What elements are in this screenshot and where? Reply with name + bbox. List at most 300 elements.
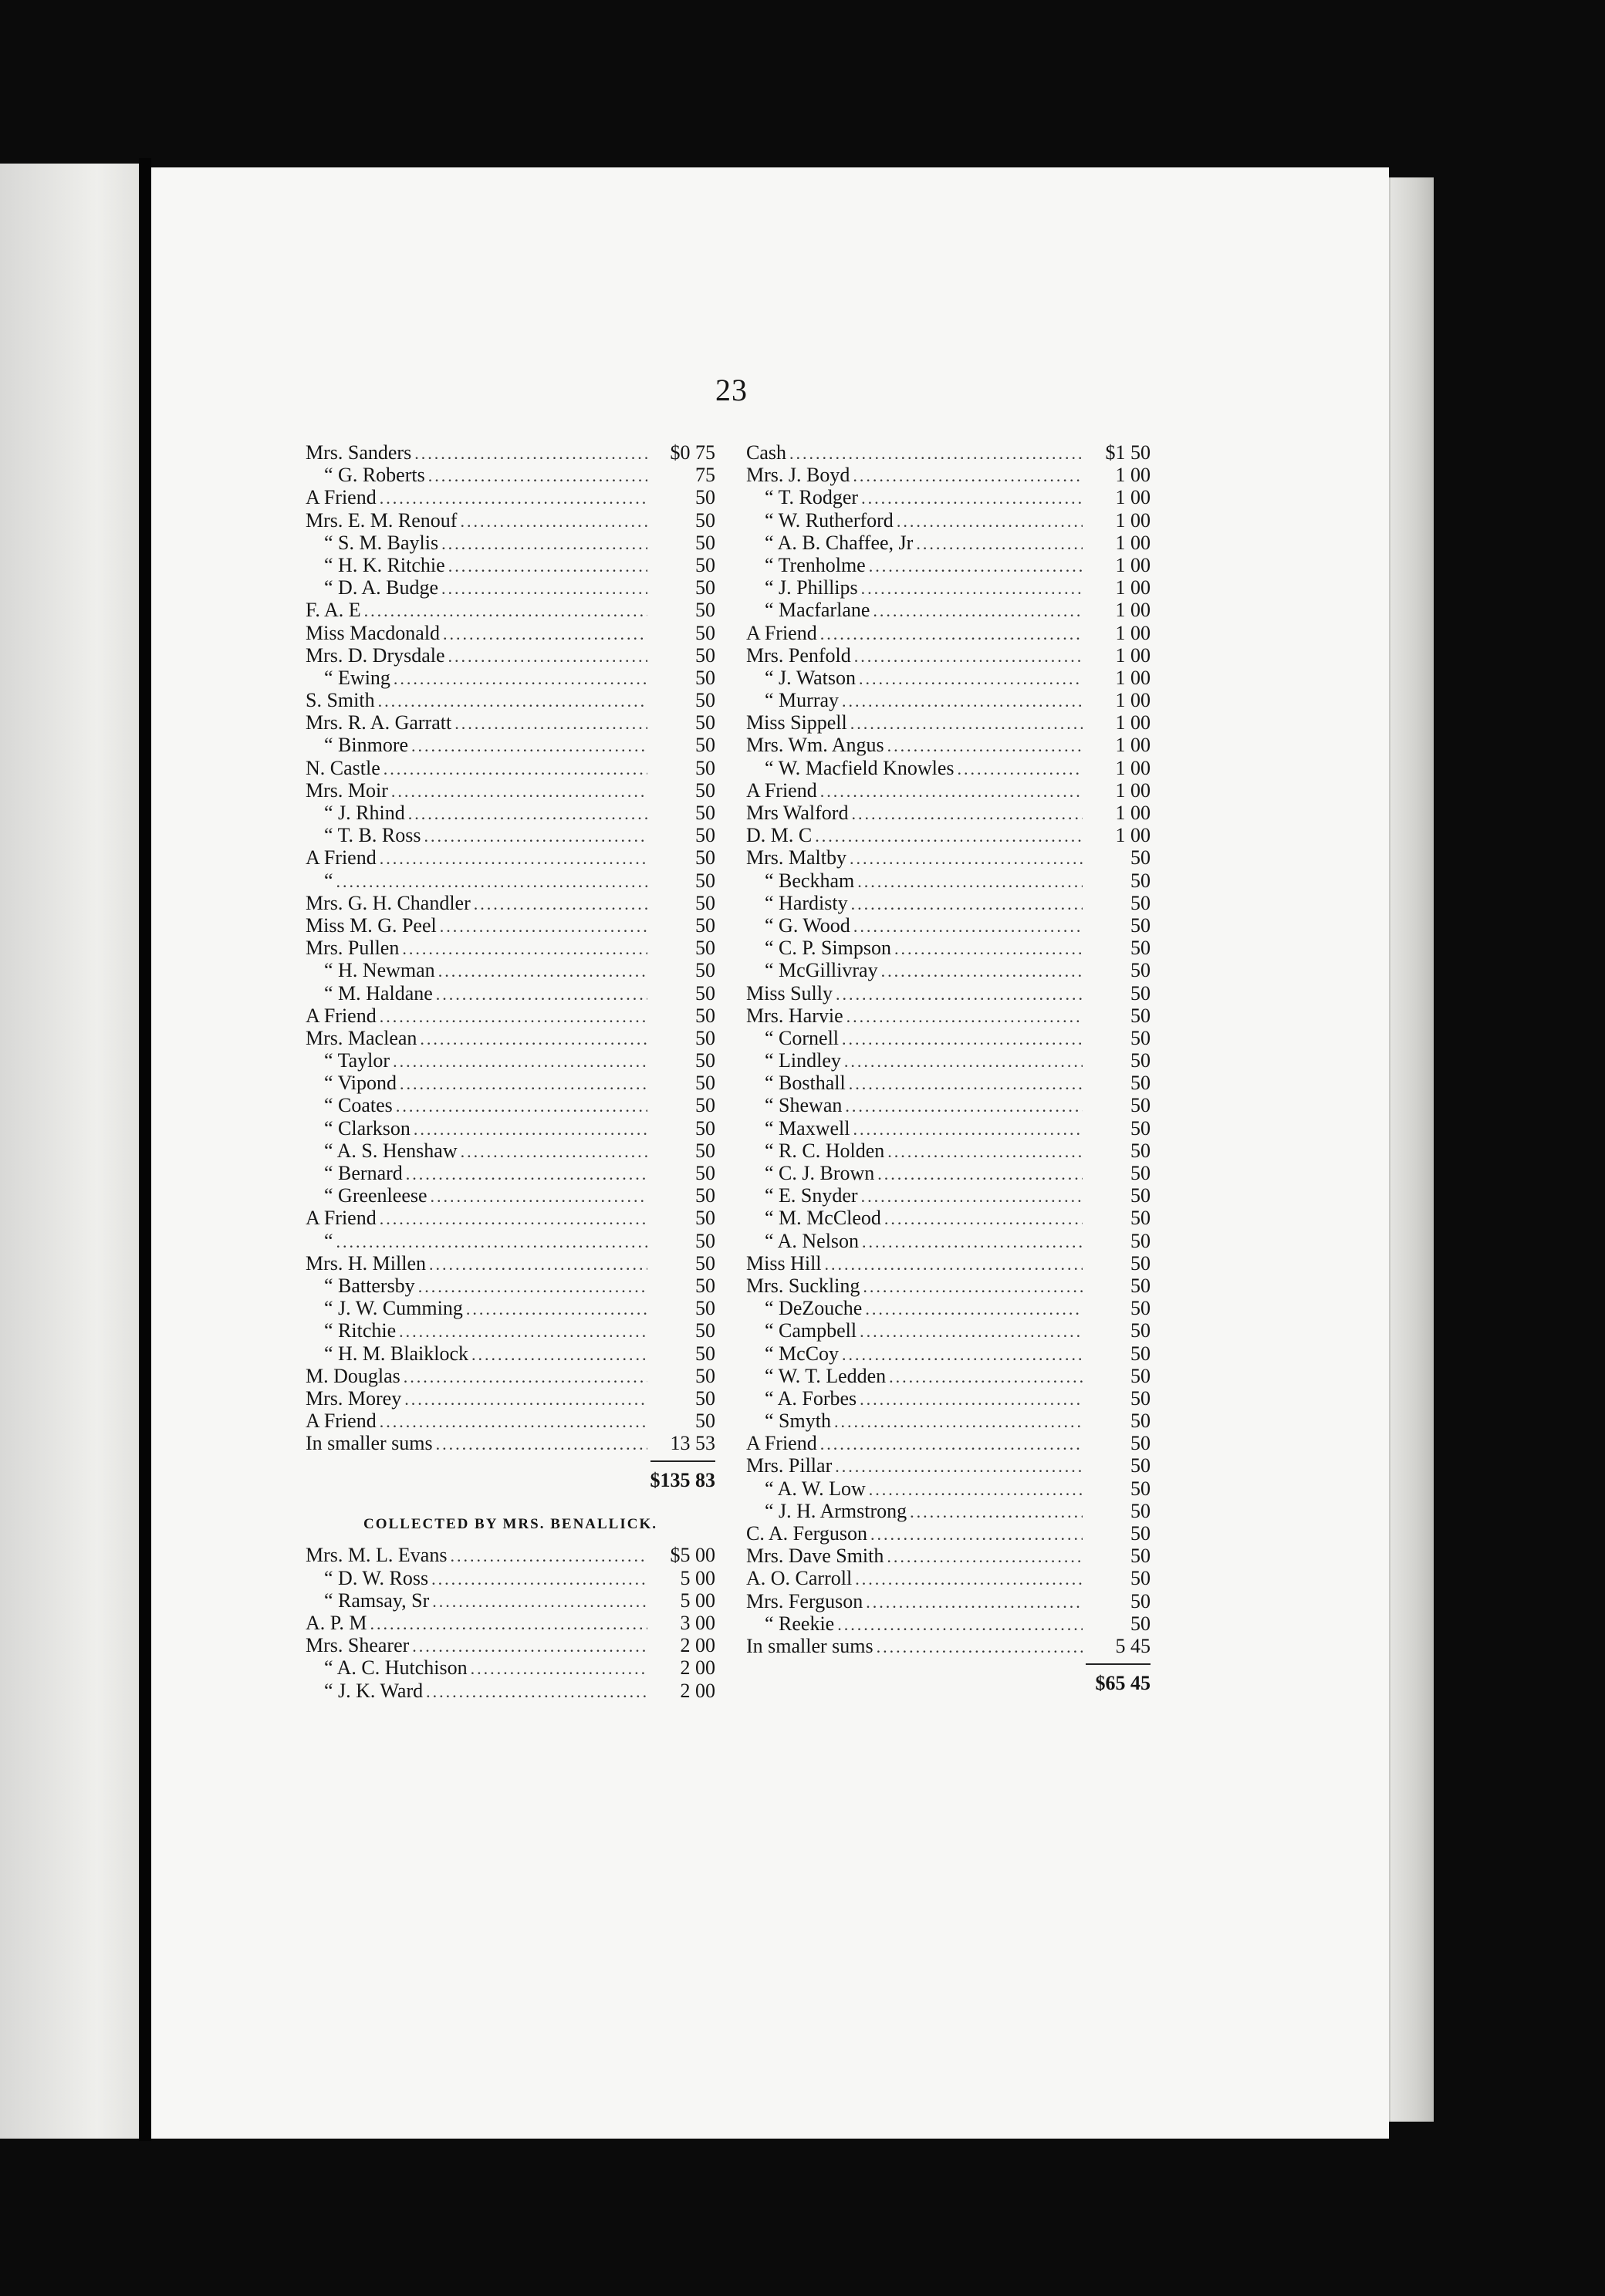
donation-amount: 1 00 [1115,643,1151,667]
donation-amount: 3 00 [680,1612,715,1634]
leader-dots [436,1433,647,1455]
donor-name: Mrs. Pillar [746,1454,833,1477]
donation-amount: 50 [1130,1094,1151,1117]
leader-dots [857,870,1083,893]
page-number: 23 [715,373,748,407]
donor-row [746,689,1151,711]
donation-amount: 1 00 [1115,599,1151,622]
donation-amount: 50 [695,508,715,532]
donation-amount: 50 [1130,1567,1151,1590]
donor-row [746,1004,1151,1027]
donor-row [746,869,1151,892]
leader-dots [820,780,1083,802]
donation-amount: 1 00 [1115,508,1151,532]
donation-amount: 1 00 [1115,711,1151,734]
leader-dots [820,1433,1083,1455]
donor-name: Mrs. M. L. Evans [306,1544,448,1567]
donor-row [306,1387,715,1410]
leader-dots [460,510,647,532]
donor-row [746,1612,1151,1635]
donor-name: “ G. Roberts [324,464,425,487]
donor-row [746,982,1151,1004]
left-column [306,441,715,1702]
leader-dots [408,802,647,825]
donor-name: “ S. M. Baylis [324,531,439,554]
donor-name: “ Bernard [324,1162,403,1184]
donation-amount: 50 [695,1072,715,1095]
donation-amount: 5 00 [680,1589,715,1612]
donor-name: Miss Macdonald [306,621,441,644]
donation-amount: 1 00 [1115,464,1151,487]
donor-row [306,1184,715,1207]
leader-dots [396,1095,647,1117]
leader-dots [851,802,1083,825]
leader-dots [873,599,1083,622]
leader-dots [474,893,647,915]
donor-row [306,554,715,576]
donor-name: “ J. K. Ward [324,1679,424,1702]
leader-dots [861,577,1083,599]
donor-row [746,1140,1151,1162]
donation-amount: 1 00 [1115,824,1151,847]
donor-name: “ Shewan [765,1094,843,1117]
donation-amount: 50 [695,1342,715,1365]
donor-name: D. M. C [746,824,813,847]
donor-name: “ W. Rutherford [765,508,894,532]
donation-amount: 50 [1130,1004,1151,1027]
leader-dots [853,915,1083,937]
leader-dots [432,1590,647,1612]
donation-amount: 50 [695,1229,715,1252]
leader-dots [889,1366,1083,1388]
donor-name: “ Hardisty [765,891,848,914]
donation-amount: 50 [695,643,715,667]
leader-dots [411,734,647,757]
donor-row [746,959,1151,981]
donor-name: Mrs. Morey [306,1386,402,1410]
donor-row [306,599,715,621]
donor-name: “ DeZouche [765,1297,863,1320]
donor-row [746,1432,1151,1454]
donation-amount: 50 [1130,1364,1151,1387]
donor-name: “ D. A. Budge [324,576,439,599]
donor-name: “ Bosthall [765,1072,846,1095]
leader-dots [380,1005,647,1028]
donor-row [306,1656,715,1679]
donor-name: “ Taylor [324,1049,390,1072]
leader-dots [364,599,647,622]
donor-row [306,1589,715,1612]
donor-row [746,1275,1151,1297]
donor-row [306,757,715,779]
donor-name: A Friend [306,1410,377,1433]
leader-dots [836,983,1083,1005]
donor-name: “ M. McCleod [765,1207,881,1230]
donation-amount: 50 [1130,1612,1151,1635]
donation-amount: 1 00 [1115,666,1151,689]
donation-amount: 50 [695,1094,715,1117]
donation-amount: 50 [695,1139,715,1162]
donor-name: “ Beckham [765,869,855,892]
leader-dots [894,937,1083,960]
leader-dots [429,1253,647,1275]
donor-name: Mrs. Maclean [306,1026,417,1049]
donation-amount: 50 [1130,1162,1151,1184]
donation-amount: 50 [695,1386,715,1410]
donation-amount: 50 [1130,1297,1151,1320]
leader-dots [471,1343,647,1366]
donor-row [746,824,1151,846]
leader-dots [391,780,647,802]
donation-amount: 1 00 [1115,734,1151,757]
donation-amount: 50 [695,1251,715,1275]
donor-row [746,1207,1151,1229]
donation-amount: 50 [695,666,715,689]
leader-dots [454,712,647,734]
leader-dots [884,1207,1083,1230]
leader-dots [418,1275,647,1298]
donor-row [306,824,715,846]
donor-row [746,1635,1151,1657]
donor-row [306,464,715,486]
leader-dots [424,825,647,847]
donation-amount: 1 00 [1115,486,1151,509]
donor-row [746,667,1151,689]
donor-name: “ J. Watson [765,666,857,689]
donor-row [306,1612,715,1634]
right-donor-list [746,441,1151,1657]
leader-dots [916,532,1083,555]
donor-name: A Friend [746,778,817,802]
leader-dots [820,623,1083,645]
leader-dots [420,1028,647,1050]
donor-name: A Friend [306,1207,377,1230]
leader-dots [842,1028,1083,1050]
donation-amount: 13 53 [670,1432,715,1455]
donation-amount: $5 00 [670,1544,715,1567]
donor-name: Mrs. E. M. Renouf [306,508,458,532]
donor-row [746,464,1151,486]
donor-row [306,869,715,892]
donor-name: “ Binmore [324,734,409,757]
donor-row [746,441,1151,464]
donor-name: Miss Sully [746,981,833,1004]
leader-dots [466,1298,647,1320]
donor-name: Miss M. G. Peel [306,913,437,937]
donor-row [306,622,715,644]
donor-row [746,1365,1151,1387]
donor-row [746,937,1151,959]
leader-dots [877,1636,1083,1658]
donor-name: Mrs. Harvie [746,1004,843,1027]
donor-row [306,982,715,1004]
donor-row [746,1072,1151,1094]
donor-name: “ R. C. Holden [765,1139,885,1162]
donation-amount: 1 00 [1115,802,1151,824]
donation-amount: 1 00 [1115,778,1151,802]
leader-dots [854,645,1083,667]
leader-dots [336,870,647,893]
donor-row [306,802,715,824]
donor-name: “ C. P. Simpson [765,937,891,960]
leader-dots [842,690,1083,712]
leader-dots [438,960,647,982]
donor-name: “ J. H. Armstrong [765,1499,907,1522]
leader-dots [436,983,647,1005]
donor-name: Mrs. D. Drysdale [306,643,445,667]
leader-dots [897,510,1083,532]
donation-amount: 2 00 [680,1656,715,1680]
donor-row [746,1252,1151,1275]
leader-dots [336,1231,647,1253]
donation-amount: 50 [1130,1342,1151,1365]
donor-name: Miss Hill [746,1251,822,1275]
donor-row [746,779,1151,802]
leader-dots [850,847,1083,869]
donor-name: “ Greenleese [324,1184,427,1207]
donor-name: “ J. W. Cumming [324,1297,463,1320]
donor-name: Mrs. Shearer [306,1634,410,1657]
left-total: $135 83 [650,1469,715,1492]
donor-row [746,711,1151,734]
leader-dots [887,1545,1083,1568]
donation-amount: 50 [695,869,715,892]
donor-name: “ Lindley [765,1049,841,1072]
right-total: $65 45 [1095,1672,1151,1695]
donor-name: “ Murray [765,689,840,712]
donation-amount: 50 [1130,1477,1151,1500]
leader-dots [393,1050,647,1072]
donor-name: “ Coates [324,1094,393,1117]
donor-row [746,576,1151,599]
donor-name: A. O. Carroll [746,1567,853,1590]
donor-row [746,1454,1151,1477]
donor-name: “ A. S. Henshaw [324,1139,458,1162]
donor-name: “ Macfarlane [765,599,870,622]
donor-row [306,1049,715,1072]
leader-dots [370,1612,647,1635]
donor-row [306,1094,715,1116]
donor-name: A Friend [306,486,377,509]
leader-dots [844,1050,1083,1072]
leader-dots [860,1320,1083,1342]
donation-amount: 50 [695,711,715,734]
donor-name: “ E. Snyder [765,1184,858,1207]
donor-row [306,779,715,802]
donor-name: “ J. Phillips [765,576,858,599]
donor-row [746,622,1151,644]
donor-row [306,734,715,756]
donor-row [306,1027,715,1049]
donor-name: “ H. K. Ritchie [324,553,445,576]
donation-amount: 50 [695,1364,715,1387]
leader-dots [450,1545,647,1567]
donor-row [746,734,1151,756]
donation-amount: 50 [1130,1410,1151,1433]
leader-dots [404,1388,647,1410]
donor-name: “ Smyth [765,1410,831,1433]
leader-dots [825,1253,1083,1275]
leader-dots [406,1163,647,1185]
donor-row [746,1184,1151,1207]
donation-amount: 50 [1130,1545,1151,1568]
donor-name: “ A. Forbes [765,1386,857,1410]
donor-row [306,1072,715,1094]
donation-amount: 50 [695,599,715,622]
donation-amount: 50 [695,1049,715,1072]
leader-dots [412,1635,647,1657]
donation-amount: 5 45 [1115,1634,1151,1657]
donor-name: N. Castle [306,756,380,779]
donation-amount: 50 [695,913,715,937]
donation-amount: 50 [1130,937,1151,960]
donor-name: Mrs. R. A. Garratt [306,711,452,734]
donor-name: “ Reekie [765,1612,835,1635]
donation-amount: 50 [1130,1184,1151,1207]
leader-dots [428,464,647,487]
left-total-rule [650,1460,715,1462]
donor-name: “ Cornell [765,1026,840,1049]
donation-amount: 1 00 [1115,531,1151,554]
leader-dots [842,1343,1083,1366]
donor-row [306,1162,715,1184]
donor-row [746,599,1151,621]
leader-dots [404,1366,647,1388]
donation-amount: 50 [1130,1251,1151,1275]
leader-dots [380,1207,647,1230]
donor-name: “ A. B. Chaffee, Jr [765,531,914,554]
donor-name: “ A. C. Hutchison [324,1656,468,1680]
donation-amount: 50 [1130,891,1151,914]
donor-name: Mrs. Ferguson [746,1589,863,1612]
donor-row [306,959,715,981]
leader-dots [441,532,647,555]
donor-row [746,1500,1151,1522]
leader-dots [380,1410,647,1433]
donation-amount: 50 [695,959,715,982]
leader-dots [849,1072,1083,1095]
leader-dots [866,1591,1083,1613]
donation-amount: 50 [695,1297,715,1320]
donor-row [306,711,715,734]
donor-row [746,1567,1151,1589]
donation-amount: 1 00 [1115,553,1151,576]
donor-row [306,1680,715,1702]
donor-name: “ [324,1229,333,1252]
donation-amount: 1 00 [1115,756,1151,779]
donor-row [306,1365,715,1387]
donor-name: Mrs. Penfold [746,643,851,667]
left-donor-list [306,441,715,1454]
leader-dots [851,893,1083,915]
leader-dots [384,758,647,780]
leader-dots [835,1455,1083,1477]
donation-amount: 50 [1130,1072,1151,1095]
donor-name: “ D. W. Ross [324,1566,429,1589]
donor-name: “ A. W. Low [765,1477,866,1500]
donor-row [306,644,715,667]
leader-dots [869,1478,1083,1501]
leader-dots [426,1680,647,1703]
donor-row [746,1297,1151,1319]
leader-dots [834,1410,1083,1433]
leader-dots [441,577,647,599]
donation-amount: 50 [695,1004,715,1027]
donor-row [746,846,1151,869]
donor-name: Mrs Walford [746,802,849,824]
donation-amount: 50 [1130,959,1151,982]
donation-amount: $0 75 [670,441,715,464]
donor-name: Mrs. Moir [306,778,388,802]
donation-amount: 50 [1130,1454,1151,1477]
donation-amount: 50 [695,846,715,869]
donation-amount: 50 [695,689,715,712]
donor-row [746,1545,1151,1567]
leader-dots [881,960,1083,982]
leader-dots [861,487,1083,509]
donation-amount: 50 [1130,1207,1151,1230]
donor-name: A Friend [746,621,817,644]
donor-name: A Friend [306,1004,377,1027]
donor-row [306,689,715,711]
donor-name: “ T. B. Ross [324,824,421,847]
donor-row [746,1230,1151,1252]
donor-name: “ J. Rhind [324,802,405,824]
leader-dots [845,1095,1083,1117]
donation-amount: 1 00 [1115,621,1151,644]
donor-row [306,937,715,959]
donor-name: “ W. Macfield Knowles [765,756,955,779]
leader-dots [789,442,1083,464]
adjacent-page-edge [0,164,139,2139]
leader-dots [815,825,1083,847]
donor-row [746,1387,1151,1410]
donor-name: “ Maxwell [765,1116,850,1140]
donation-amount: 50 [695,486,715,509]
donor-row [306,1004,715,1027]
donor-name: “ H. Newman [324,959,435,982]
donor-row [746,486,1151,508]
donor-name: Mrs. G. H. Chandler [306,891,471,914]
leader-dots [471,1657,647,1680]
donor-name: “ A. Nelson [765,1229,860,1252]
donation-amount: 50 [1130,1522,1151,1545]
donor-name: “ McCoy [765,1342,840,1365]
donor-row [306,1410,715,1432]
donor-row [306,1544,715,1566]
donation-amount: 50 [695,621,715,644]
donation-amount: 50 [1130,1274,1151,1297]
leader-dots [860,1388,1083,1410]
leader-dots [862,1231,1083,1253]
donation-amount: 50 [695,891,715,914]
donation-amount: 50 [695,1410,715,1433]
donor-row [746,892,1151,914]
donation-amount: 50 [695,576,715,599]
leader-dots [958,758,1083,780]
donor-name: “ M. Haldane [324,981,433,1004]
benallick-donor-list [306,1544,715,1701]
donor-row [306,1432,715,1454]
leader-dots [380,487,647,509]
donor-name: “ [324,869,333,892]
leader-dots [863,1275,1083,1298]
leader-dots [414,1118,647,1140]
leader-dots [887,1140,1083,1163]
donation-amount: 50 [1130,981,1151,1004]
donation-amount: 50 [695,824,715,847]
leader-dots [378,690,647,712]
